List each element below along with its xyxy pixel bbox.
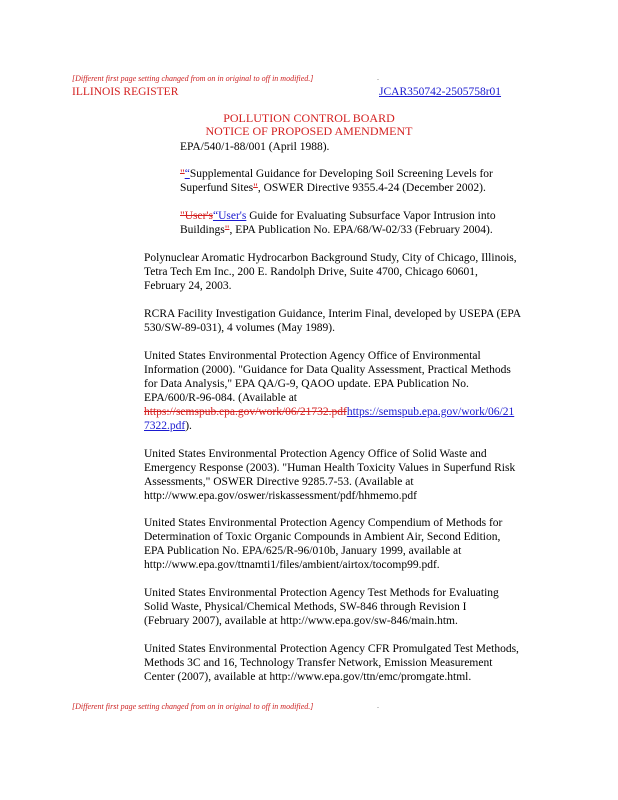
ref-toxic-line4: http://www.epa.gov/ttnamti1/files/ambient/airtox/tocomp99.pdf. [144,559,440,571]
bottom-dot: . [377,701,379,710]
ref-hh-line2: Emergency Response (2003). "Human Health Toxicity Values in Superfund Risk [144,462,516,474]
deleted-url[interactable]: https://semspub.epa.gov/work/06/21732.pdf [144,406,347,418]
user-guide-text: Guide for Evaluating Subsurface Vapor Intrusion into [246,210,496,222]
ref-toxic-line2: Determination of Toxic Organic Compounds in Ambient Air, Second Edition, [144,531,501,543]
ref-rcra-line1: RCRA Facility Investigation Guidance, Interim Final, developed by USEPA (EPA [144,308,522,320]
ref-dq-line5 [144,405,514,419]
ref-pah-line3: February 24, 2003. [144,280,232,292]
ref-sw846-line1: United States Environmental Protection Agency Test Methods for Evaluating [144,587,499,599]
dq-end: ). [185,420,192,432]
ref-toxic-line3: EPA Publication No. EPA/625/R-96/010b, January 1999, available at [144,545,462,557]
user-guide-pub: , EPA Publication No. EPA/68/W-02/33 (February 2004). [229,224,493,236]
ref-sw846-line3: (February 2007), available at http://www.epa.gov/sw-846/main.htm. [144,615,458,627]
ref-cfr-line3: Center (2007), available at http://www.epa.gov/ttn/emc/promgate.html. [144,671,472,683]
buildings: Buildings [180,224,225,236]
jcar-code[interactable]: JCAR350742-2505758r01 [379,86,502,98]
ssl-sites: Superfund Sites [180,182,254,194]
ref-sw846-line2: Solid Waste, Physical/Chemical Methods, SW-846 through Revision I [144,601,467,613]
ref-dq-line1: United States Environmental Protection Agency Office of Environmental [144,350,481,362]
inserted-url-end[interactable]: 7322.pdf [144,420,186,432]
inserted-url[interactable]: https://semspub.epa.gov/work/06/21 [346,406,515,418]
ref-user-guide-line1 [180,209,496,223]
ref-dq-line6 [144,419,192,433]
ref-hh-line3: Assessments," OSWER Directive 9285.7-53. (Available at [144,476,414,488]
ref-pah-line1: Polynuclear Aromatic Hydrocarbon Background Study, City of Chicago, Illinois, [144,252,517,264]
ref-rcra-line2: 530/SW-89-031), 4 volumes (May 1989). [144,322,336,334]
ref-pah-line2: Tetra Tech Em Inc., 200 E. Randolph Drive, Suite 4700, Chicago 60601, [144,266,478,278]
ref-dq-line4: EPA/600/R-96-084. (Available at [144,392,297,404]
ssl-text: Supplemental Guidance for Developing Soil Screening Levels for [189,168,493,180]
deleted-quote: " [180,168,185,180]
register-name: ILLINOIS REGISTER [72,86,179,98]
ref-dq-line3: for Data Analysis," EPA QA/G-9, QAOO update. EPA Publication No. [144,378,469,390]
ref-toxic-line1: United States Environmental Protection Agency Compendium of Methods for [144,517,503,529]
ref-hh-line4: http://www.epa.gov/oswer/riskassessment/pdf/hhmemo.pdf [144,490,417,502]
ssl-directive: , OSWER Directive 9355.4-24 (December 2002). [257,182,486,194]
ref-cfr-line1: United States Environmental Protection Agency CFR Promulgated Test Methods, [144,643,519,655]
ref-ssl-line2 [180,181,486,195]
ref-hh-line1: United States Environmental Protection Agency Office of Solid Waste and [144,448,487,460]
deleted-quote: " [253,182,258,194]
bottom-settings-note: [Different first page setting changed from on in original to off in modified.] [72,702,314,711]
agency-title: POLLUTION CONTROL BOARD [223,111,395,125]
deleted-users: "User's [180,210,213,222]
inserted-quote: “ [184,168,190,180]
ref-cfr-line2: Methods 3C and 16, Technology Transfer Network, Emission Measurement [144,657,493,669]
top-dot: . [377,73,379,82]
ref-epa540: EPA/540/1-88/001 (April 1988). [180,141,330,153]
deleted-quote: " [224,224,230,236]
top-settings-note: [Different first page setting changed from on in original to off in modified.] [72,74,314,83]
ref-ssl-line1 [180,167,493,181]
notice-title: NOTICE OF PROPOSED AMENDMENT [205,124,413,138]
inserted-users: “User's [212,210,247,222]
ref-dq-line2: Information (2000). "Guidance for Data Quality Assessment, Practical Methods [144,364,511,376]
ref-user-guide-line2 [180,223,493,237]
